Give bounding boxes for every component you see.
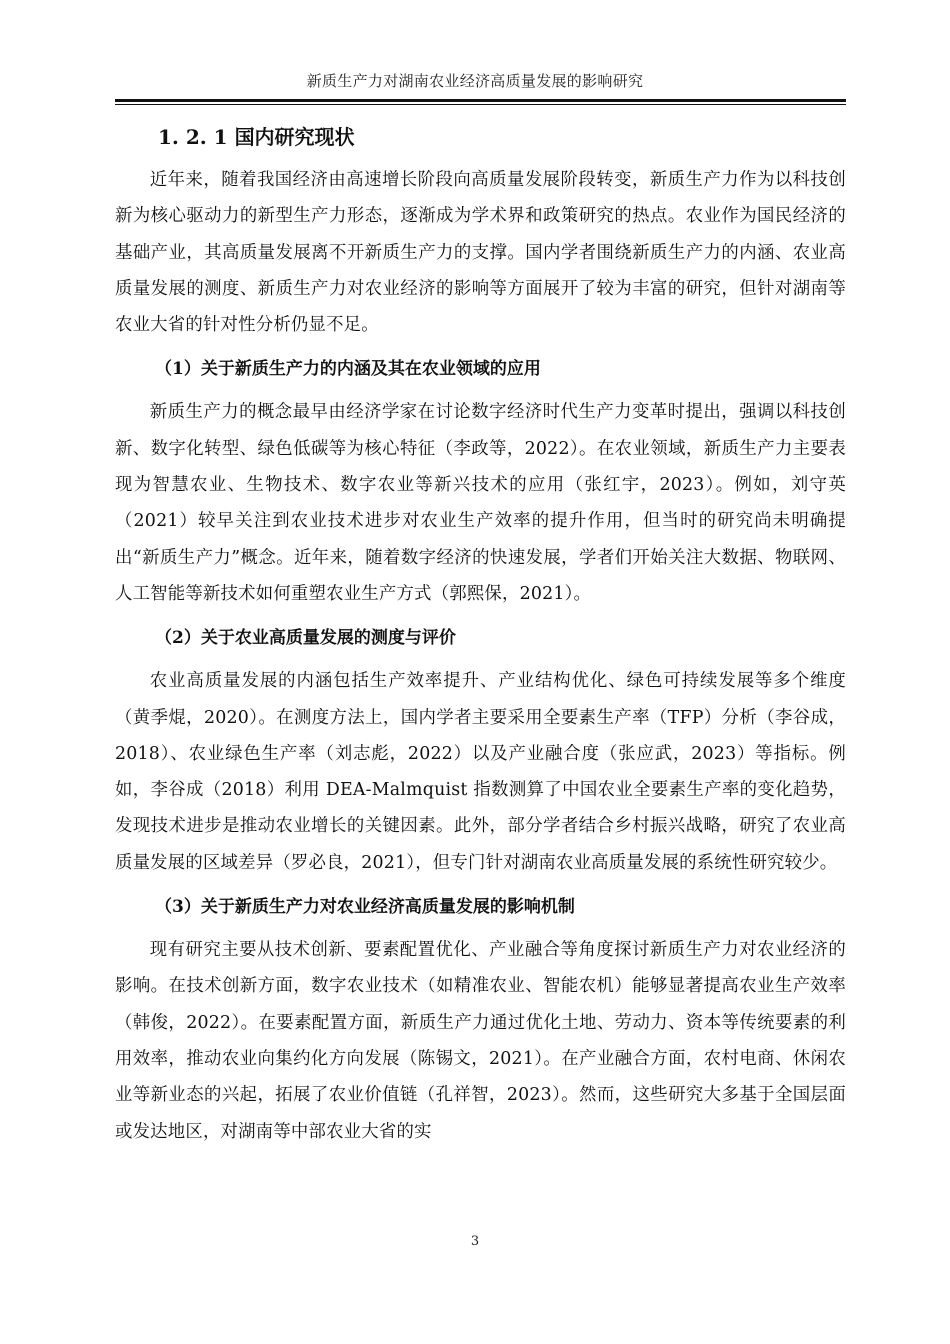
intro-paragraph: 近年来，随着我国经济由高速增长阶段向高质量发展阶段转变，新质生产力作为以科技创新为核心驱动力的新型生产力形态，逐渐成为学术界和政策研究的热点。农业作为国民经济的基础产业，其高质量发展离不开新质生产力的支撑。国内学者围绕新质生产力的内涵、农业高质量发展的测度、新质生产力对农业经济的影响等方面展开了较为丰富的研究，但针对湖南等农业大省的针对性分析仍显不足。 — [115, 170, 846, 336]
subsection-2-paragraph: 农业高质量发展的内涵包括生产效率提升、产业结构优化、绿色可持续发展等多个维度（黄季焜，2020）。在测度方法上，国内学者主要采用全要素生产率（TFP）分析（李谷成，2018）、农业绿色生产率（刘志彪，2022）以及产业融合度（张应武，2023）等指标。例如，李谷成（2018）利用 DEA-Malmquist 指数测算了中国农业全要素生产率的变化趋势，发现技术进步是推动农业增长的关键因素。此外，部分学者结合乡村振兴战略，研究了农业高质量发展的区域差异（罗必良，2021），但专门针对湖南农业高质量发展的系统性研究较少。 — [115, 671, 846, 873]
subsection-3-paragraph: 现有研究主要从技术创新、要素配置优化、产业融合等角度探讨新质生产力对农业经济的影响。在技术创新方面，数字农业技术（如精准农业、智能农机）能够显著提高农业生产效率（韩俊，2022）。在要素配置方面，新质生产力通过优化土地、劳动力、资本等传统要素的利用效率，推动农业向集约化方向发展（陈锡文，2021）。在产业融合方面，农村电商、休闲农业等新业态的兴起，拓展了农业价值链（孔祥智，2023）。然而，这些研究大多基于全国层面或发达地区，对湖南等中部农业大省的实 — [115, 940, 846, 1142]
header-rule-thin — [115, 104, 846, 105]
header-rule-thick — [115, 99, 846, 102]
running-header-title: 新质生产力对湖南农业经济高质量发展的影响研究 — [306, 72, 644, 90]
subsection-3-title: （3）关于新质生产力对农业经济高质量发展的影响机制 — [155, 897, 575, 918]
subsection-2-title: （2）关于农业高质量发展的测度与评价 — [155, 628, 456, 649]
section-heading: 1. 2. 1 国内研究现状 — [158, 125, 355, 149]
subsection-1-paragraph: 新质生产力的概念最早由经济学家在讨论数字经济时代生产力变革时提出，强调以科技创新、数字化转型、绿色低碳等为核心特征（李政等，2022）。在农业领域，新质生产力主要表现为智慧农业、生物技术、数字农业等新兴技术的应用（张红宇，2023）。例如，刘守英（2021）较早关注到农业技术进步对农业生产效率的提升作用，但当时的研究尚未明确提出“新质生产力”概念。近年来，随着数字经济的快速发展，学者们开始关注大数据、物联网、人工智能等新技术如何重塑农业生产方式（郭熙保，2021）。 — [115, 402, 846, 604]
page-body — [115, 120, 846, 1150]
subsection-1-title: （1）关于新质生产力的内涵及其在农业领域的应用 — [155, 359, 541, 380]
page-number: 3 — [470, 1234, 480, 1249]
